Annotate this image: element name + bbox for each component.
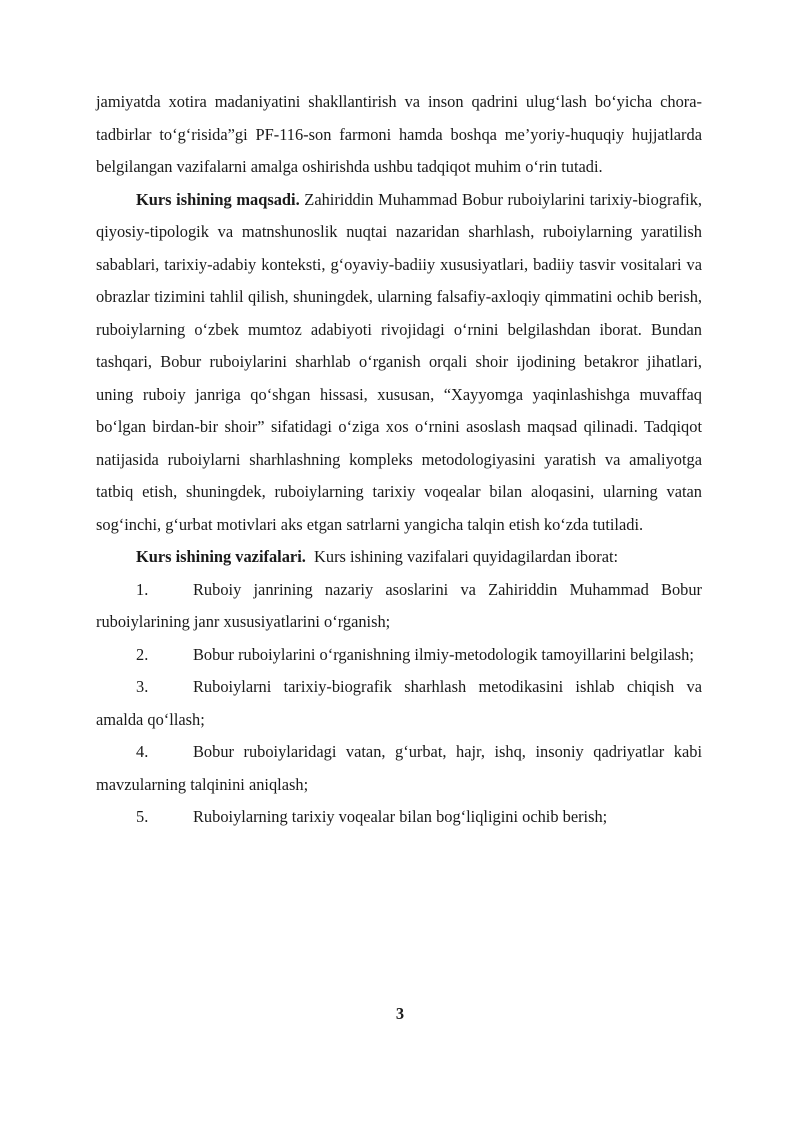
task-number: 4.	[136, 742, 149, 761]
goal-heading: Kurs ishining maqsadi.	[136, 189, 300, 209]
task-text: Ruboiy janrining nazariy asoslarini va Zahiriddin Muhammad Bobur ruboiylarining janr xususiyatlarini o‘rganish;	[96, 579, 702, 631]
task-number: 1.	[136, 579, 149, 599]
task-item-1	[96, 574, 702, 639]
task-number: 2.	[136, 644, 149, 664]
task-text: Bobur ruboiylaridagi vatan, g‘urbat, hajr, ishq, insoniy qadriyatlar kabi mavzularning talqinini aniqlash;	[96, 742, 702, 794]
intro-paragraph: jamiyatda xotira madaniyatini shakllantirish va inson qadrini ulug‘lash bo‘yicha chora-tadbirlar to‘g‘risida”gi PF-116-son farmoni hamda boshqa me’yoriy-huquqiy hujjatlarda belgilangan vazifalarni amalga oshirishda ushbu tadqiqot muhim o‘rin tutadi.	[96, 92, 702, 176]
task-text: Ruboiylarni tarixiy-biografik sharhlash metodikasini ishlab chiqish va amalda qo‘llash;	[96, 677, 702, 729]
task-item-5	[96, 801, 702, 834]
task-number: 3.	[136, 677, 149, 696]
tasks-paragraph	[96, 541, 702, 574]
task-number: 5.	[136, 807, 149, 826]
tasks-intro-text: Kurs ishining vazifalari quyidagilardan iborat:	[305, 547, 619, 566]
goal-text: Zahiriddin Muhammad Bobur ruboiylarini tarixiy-biografik, qiyosiy-tipologik va matnshunoslik nuqtai nazaridan sharhlash, ruboiylarning yaratilish sabablari, tarixiy-adabiy konteksti, g‘oyaviy-badiiy xususiyatlari, badiiy tasvir vositalari va obrazlar tizimini tahlil qilish, shuningdek, ularning falsafiy-axloqiy qimmatini ochib berish, ruboiylarning o‘zbek mumtoz adabiyoti rivojidagi o‘rnini belgilashdan iborat. Bundan tashqari, Bobur ruboiylarini sharhlab o‘rganish orqali shoir ijodining betakror jihatlari, uning ruboiy janriga qo‘shgan hissasi, xususan, “Xayyomga yaqinlashishga muvaffaq bo‘lgan birdan-bir shoir” sifatidagi o‘ziga xos o‘rnini asoslash maqsad qilinadi. Tadqiqot natijasida ruboiylarni sharhlashning kompleks metodologiyasini yaratish va amaliyotga tatbiq etish, shuningdek, ruboiylarning tarixiy voqealar bilan aloqasini, ularning vatan sog‘inchi, g‘urbat motivlari aks etgan satrlarni yangicha talqin etish ko‘zda tutiladi.	[96, 189, 702, 534]
task-item-3	[96, 671, 702, 736]
document-page	[96, 86, 702, 834]
task-item-2	[96, 639, 702, 672]
page-number: 3	[395, 1004, 405, 1023]
task-text: Ruboiylarning tarixiy voqealar bilan bog‘liqligini ochib berish;	[193, 807, 608, 826]
goal-paragraph	[96, 184, 702, 542]
task-text: Bobur ruboiylarini o‘rganishning ilmiy-metodologik tamoyillarini belgilash;	[193, 644, 694, 664]
tasks-heading: Kurs ishining vazifalari.	[136, 547, 306, 566]
task-item-4	[96, 736, 702, 801]
